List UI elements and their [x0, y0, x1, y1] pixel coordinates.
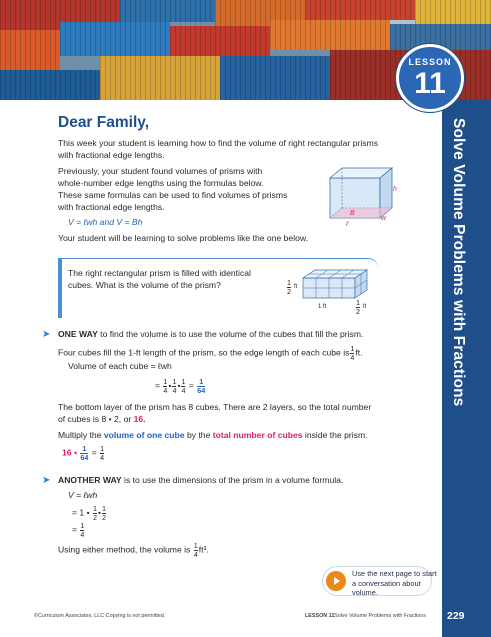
lesson-badge — [396, 44, 464, 112]
height-unit: ft — [294, 284, 298, 290]
problem-line-1: The right rectangular prism is filled with identical — [68, 268, 251, 278]
prism-label-h: h — [393, 186, 397, 193]
of-cubes-text: of cubes is 8 • 2, or 16. — [58, 414, 146, 424]
either-method-text: Using either method, the volume is $\frac{1}{4}$ ft³. — [58, 541, 209, 559]
height-fraction: $\frac{1}{2}$ — [287, 278, 291, 296]
another-way-formula: V = ℓwh — [68, 490, 98, 500]
width-unit: ft — [363, 304, 367, 310]
cube-prism-diagram — [301, 266, 381, 302]
footer-title: Solve Volume Problems with Fractions — [334, 613, 426, 619]
play-icon — [326, 571, 346, 591]
one-way-arrow-icon: ➤ — [42, 329, 51, 340]
lesson-number: 11 — [414, 67, 446, 100]
multiply-text: Multiply the volume of one cube by the total number of cubes inside the prism. — [58, 430, 368, 440]
another-way-arrow-icon: ➤ — [42, 475, 51, 486]
callout-text: Use the next page to start a conversation about volume. — [352, 569, 437, 598]
prism-label-w: w — [381, 215, 387, 222]
intro-text: This week your student is learning how to find the volume of right rectangular prisms with fractional edge lengths. — [58, 138, 379, 160]
cube-volume-product: = $\frac{1}{4}$ • $\frac{1}{4}$ • $\frac{1}{4}$ = $\frac{1}{64}$ — [155, 377, 206, 395]
footer-copyright: ©Curriculum Associates, LLC Copying is not permitted. — [34, 613, 166, 619]
prism-label-b: B — [350, 210, 355, 217]
multiply-calculation: 16 • $\frac{1}{64}$ = $\frac{1}{4}$ — [62, 444, 105, 462]
four-cubes-text: Four cubes fill the 1-ft length of the prism, so the edge length of each cube is $\frac{1}{4}$ ft. — [58, 344, 363, 362]
another-way-step-1: = 1 • $\frac{1}{2}$ • $\frac{1}{2}$ — [72, 504, 106, 522]
problem-line-2: cubes. What is the volume of the prism? — [68, 280, 221, 290]
greeting-heading: Dear Family, — [58, 114, 150, 131]
bottom-layer-text: The bottom layer of the prism has 8 cubes. There are 2 layers, so the total number — [58, 402, 372, 412]
previously-line-1: Previously, your student found volumes of prisms with — [58, 166, 263, 176]
previously-line-3: These same formulas can be used to find volumes of prisms — [58, 190, 288, 200]
previously-line-2: whole-number edge lengths using the formulas below. — [58, 178, 264, 188]
another-way-step-2: = $\frac{1}{4}$ — [72, 521, 85, 539]
length-label: 1 ft — [318, 304, 327, 310]
width-fraction: $\frac{1}{2}$ — [356, 298, 360, 316]
another-way-intro: ANOTHER WAY is to use the dimensions of the prism in a volume formula. — [58, 475, 344, 485]
band-title: Solve Volume Problems with Fractions — [450, 118, 467, 407]
page-number: 229 — [447, 610, 465, 622]
volume-formulas: V = ℓwh and V = Bh — [68, 217, 143, 227]
one-way-intro: ONE WAY to find the volume is to use the volume of the cubes that fill the prism. — [58, 329, 364, 339]
cube-volume-label: Volume of each cube = ℓwh — [68, 361, 172, 371]
footer-lesson: LESSON 11 — [305, 613, 335, 619]
previously-line-4: with fractional edge lengths. — [58, 202, 165, 212]
lesson-label: LESSON — [408, 57, 452, 67]
prism-label-l: ℓ — [346, 221, 349, 228]
learning-text: Your student will be learning to solve problems like the one below. — [58, 233, 309, 243]
